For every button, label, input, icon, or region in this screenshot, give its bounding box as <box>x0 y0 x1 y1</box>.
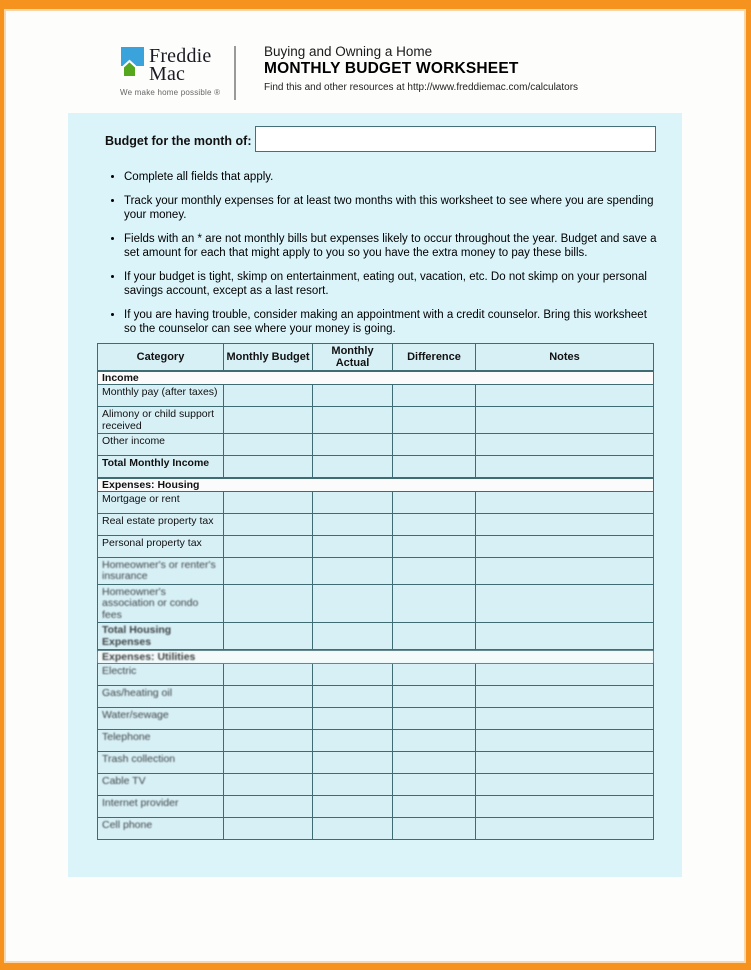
value-cell <box>313 730 393 752</box>
value-cell <box>393 535 476 557</box>
table-row <box>98 535 654 557</box>
table-row <box>98 708 654 730</box>
value-cell <box>313 774 393 796</box>
value-cell <box>393 557 476 584</box>
col-monthly-budget: Monthly Budget <box>224 344 313 372</box>
value-cell <box>313 623 393 651</box>
category-cell: Alimony or child support received <box>98 407 224 434</box>
value-cell <box>224 774 313 796</box>
section-label: Expenses: Utilities <box>98 650 654 664</box>
value-cell <box>393 752 476 774</box>
col-notes: Notes <box>476 344 654 372</box>
section-row <box>98 650 654 664</box>
value-cell <box>313 664 393 686</box>
worksheet-panel <box>68 113 682 877</box>
value-cell <box>313 535 393 557</box>
table-header-row <box>98 344 654 372</box>
value-cell <box>476 686 654 708</box>
value-cell <box>476 730 654 752</box>
category-cell: Monthly pay (after taxes) <box>98 385 224 407</box>
table-row <box>98 557 654 584</box>
value-cell <box>224 407 313 434</box>
value-cell <box>393 708 476 730</box>
doc-series-title: Buying and Owning a Home <box>264 44 433 59</box>
month-label: Budget for the month of: <box>105 134 252 148</box>
value-cell <box>224 513 313 535</box>
value-cell <box>224 818 313 840</box>
value-cell <box>224 730 313 752</box>
month-input[interactable] <box>255 126 656 152</box>
category-cell: Mortgage or rent <box>98 491 224 513</box>
value-cell <box>476 774 654 796</box>
value-cell <box>224 385 313 407</box>
value-cell <box>393 818 476 840</box>
category-cell: Water/sewage <box>98 708 224 730</box>
doc-subtitle: Find this and other resources at http://www.freddiemac.com/calculators <box>264 82 579 93</box>
value-cell <box>393 664 476 686</box>
table-row <box>98 796 654 818</box>
value-cell <box>476 557 654 584</box>
table-row <box>98 385 654 407</box>
value-cell <box>313 456 393 478</box>
section-label: Income <box>98 371 654 385</box>
table-row <box>98 818 654 840</box>
table-row <box>98 664 654 686</box>
logo-word-mac: Mac <box>149 63 186 85</box>
col-category: Category <box>98 344 224 372</box>
category-cell: Cell phone <box>98 818 224 840</box>
value-cell <box>313 818 393 840</box>
table-row <box>98 456 654 478</box>
category-cell: Homeowner's association or condo fees <box>98 584 224 623</box>
value-cell <box>313 752 393 774</box>
value-cell <box>476 535 654 557</box>
instructions-list <box>110 170 658 346</box>
col-monthly-actual: Monthly Actual <box>313 344 393 372</box>
value-cell <box>476 623 654 651</box>
value-cell <box>393 385 476 407</box>
doc-title: MONTHLY BUDGET WORKSHEET <box>264 60 519 77</box>
value-cell <box>313 513 393 535</box>
value-cell <box>476 491 654 513</box>
freddie-mac-logo <box>120 47 240 97</box>
value-cell <box>224 664 313 686</box>
value-cell <box>476 796 654 818</box>
value-cell <box>393 491 476 513</box>
table-row <box>98 434 654 456</box>
table-row <box>98 774 654 796</box>
instruction-item: • Track your monthly expenses for at least two months with this worksheet to see where you are spending your money. <box>124 194 658 223</box>
value-cell <box>313 491 393 513</box>
budget-table <box>97 343 654 840</box>
value-cell <box>476 513 654 535</box>
instruction-item: • If you are having trouble, consider making an appointment with a credit counselor. Bring this worksheet so the counselor can see where your money is going. <box>124 308 658 337</box>
value-cell <box>224 535 313 557</box>
value-cell <box>476 407 654 434</box>
value-cell <box>393 796 476 818</box>
value-cell <box>476 752 654 774</box>
category-cell: Total Monthly Income <box>98 456 224 478</box>
value-cell <box>224 686 313 708</box>
value-cell <box>313 407 393 434</box>
section-label: Expenses: Housing <box>98 478 654 492</box>
category-cell: Other income <box>98 434 224 456</box>
instruction-item: • Complete all fields that apply. <box>124 170 658 185</box>
value-cell <box>224 584 313 623</box>
logo-word-freddie: Freddie <box>149 45 212 67</box>
table-row <box>98 623 654 651</box>
logo-wordmark <box>149 47 212 83</box>
value-cell <box>476 456 654 478</box>
category-cell: Internet provider <box>98 796 224 818</box>
category-cell: Electric <box>98 664 224 686</box>
value-cell <box>393 456 476 478</box>
value-cell <box>224 708 313 730</box>
logo-tagline: We make home possible ® <box>120 88 221 97</box>
value-cell <box>393 513 476 535</box>
value-cell <box>224 456 313 478</box>
category-cell: Trash collection <box>98 752 224 774</box>
category-cell: Homeowner's or renter's insurance <box>98 557 224 584</box>
value-cell <box>393 407 476 434</box>
value-cell <box>313 385 393 407</box>
value-cell <box>313 686 393 708</box>
table-row <box>98 513 654 535</box>
table-row <box>98 686 654 708</box>
value-cell <box>313 434 393 456</box>
category-cell: Gas/heating oil <box>98 686 224 708</box>
section-row <box>98 478 654 492</box>
instruction-item: • If your budget is tight, skimp on entertainment, eating out, vacation, etc. Do not skimp on your personal savings account, except as a last resort. <box>124 270 658 299</box>
value-cell <box>476 708 654 730</box>
table-row <box>98 491 654 513</box>
table-row <box>98 752 654 774</box>
value-cell <box>224 434 313 456</box>
category-cell: Real estate property tax <box>98 513 224 535</box>
value-cell <box>313 584 393 623</box>
budget-table-body <box>98 371 654 840</box>
value-cell <box>476 664 654 686</box>
value-cell <box>476 385 654 407</box>
instruction-item: • Fields with an * are not monthly bills but expenses likely to occur throughout the year. Budget and save a set amount for each that might apply to you so you have the extra money to pay these bills. <box>124 232 658 261</box>
value-cell <box>476 584 654 623</box>
freddie-mac-house-icon <box>120 47 145 78</box>
value-cell <box>313 557 393 584</box>
value-cell <box>224 752 313 774</box>
title-block <box>264 44 578 93</box>
value-cell <box>476 818 654 840</box>
value-cell <box>476 434 654 456</box>
category-cell: Cable TV <box>98 774 224 796</box>
category-cell: Total Housing Expenses <box>98 623 224 651</box>
value-cell <box>393 730 476 752</box>
header-divider <box>234 46 236 100</box>
value-cell <box>313 796 393 818</box>
table-row <box>98 407 654 434</box>
value-cell <box>393 686 476 708</box>
col-difference: Difference <box>393 344 476 372</box>
category-cell: Personal property tax <box>98 535 224 557</box>
value-cell <box>224 623 313 651</box>
value-cell <box>224 796 313 818</box>
value-cell <box>393 774 476 796</box>
value-cell <box>393 584 476 623</box>
category-cell: Telephone <box>98 730 224 752</box>
value-cell <box>393 434 476 456</box>
value-cell <box>224 557 313 584</box>
table-row <box>98 730 654 752</box>
value-cell <box>313 708 393 730</box>
value-cell <box>393 623 476 651</box>
value-cell <box>224 491 313 513</box>
table-row <box>98 584 654 623</box>
section-row <box>98 371 654 385</box>
